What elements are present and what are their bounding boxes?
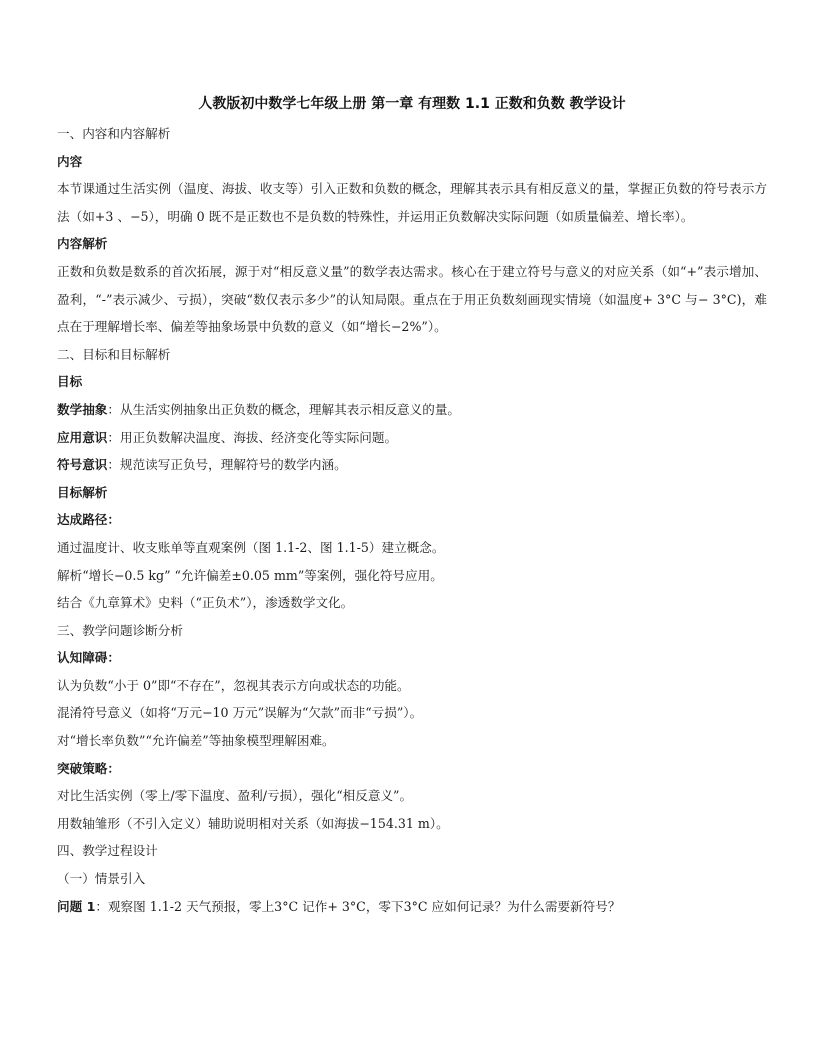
question-text: ：观察图 1.1-2 天气预报，零上3°C 记作+ 3°C，零下3°C 应如何记录？为什么需要新符号？ bbox=[95, 898, 621, 914]
goal-term: 符号意识 bbox=[57, 457, 108, 473]
question-label: 问题 1 bbox=[57, 898, 96, 914]
section-heading-diagnosis: 三、教学问题诊断分析 bbox=[57, 622, 183, 638]
goal-text: ：用正负数解决温度、海拔、经济变化等实际问题。 bbox=[107, 429, 398, 445]
path-item: 解析“增长−0.5 kg” “允许偏差±0.05 mm”等案例，强化符号应用。 bbox=[57, 567, 443, 583]
goal-analysis-label: 目标解析 bbox=[57, 484, 108, 500]
goal-term: 应用意识 bbox=[57, 429, 108, 445]
path-label: 达成路径： bbox=[57, 512, 120, 528]
goal-text: ：规范读写正负号，理解符号的数学内涵。 bbox=[107, 457, 347, 473]
path-item: 通过温度计、收支账单等直观案例（图 1.1-2、图 1.1-5）建立概念。 bbox=[57, 539, 445, 555]
section-heading-process: 四、教学过程设计 bbox=[57, 843, 158, 859]
section-heading-goals: 二、目标和目标解析 bbox=[57, 346, 171, 362]
goal-text: ：从生活实例抽象出正负数的概念，理解其表示相反意义的量。 bbox=[107, 401, 460, 417]
content-analysis-paragraph: 正数和负数是数系的首次拓展，源于对“相反意义量”的数学表达需求。核心在于建立符号与意义的对应关系（如“+”表示增加、盈利，“-”表示减少、亏损），突破“数仅表示多少”的认知局限。重点在于用正负数刻画现实情境（如温度+ 3°C 与− 3°C)，难点在于理解增长率、偏差等抽象场景中负数的意义（如“增长−2%”）。 bbox=[57, 263, 767, 335]
section-heading-content: 一、内容和内容解析 bbox=[57, 126, 171, 141]
content-analysis-label: 内容解析 bbox=[57, 236, 108, 252]
goal-item bbox=[57, 451, 767, 479]
content-label: 内容 bbox=[57, 153, 83, 169]
question-item bbox=[57, 893, 767, 921]
subsection-heading: （一）情景引入 bbox=[57, 871, 146, 887]
goal-label: 目标 bbox=[57, 374, 83, 390]
obstacle-item: 对“增长率负数”“允许偏差”等抽象模型理解困难。 bbox=[57, 733, 335, 749]
strategy-label: 突破策略： bbox=[57, 760, 120, 776]
strategy-item: 用数轴雏形（不引入定义）辅助说明相对关系（如海拔−154.31 m）。 bbox=[57, 815, 449, 831]
obstacle-item: 混淆符号意义（如将“万元−10 万元”误解为“欠款”而非“亏损”）。 bbox=[57, 705, 423, 721]
content-paragraph: 本节课通过生活实例（温度、海拔、收支等）引入正数和负数的概念，理解其表示具有相反意义的量，掌握正负数的符号表示方法（如+3 、−5），明确 0 既不是正数也不是负数的特殊性，并运用正负数解决实际问题（如质量偏差、增长率）。 bbox=[57, 181, 767, 224]
obstacle-item: 认为负数“小于 0”即“不存在”，忽视其表示方向或状态的功能。 bbox=[57, 677, 410, 693]
path-item: 结合《九章算术》史料（“正负术”），渗透数学文化。 bbox=[57, 595, 354, 611]
document-title: 人教版初中数学七年级上册 第一章 有理数 1.1 正数和负数 教学设计 bbox=[198, 96, 626, 112]
goal-item bbox=[57, 396, 767, 424]
goal-item bbox=[57, 424, 767, 452]
obstacle-label: 认知障碍： bbox=[57, 650, 120, 666]
strategy-item: 对比生活实例（零上/零下温度、盈利/亏损），强化“相反意义”。 bbox=[57, 788, 413, 804]
goal-term: 数学抽象 bbox=[57, 401, 108, 417]
document-page bbox=[57, 94, 767, 920]
